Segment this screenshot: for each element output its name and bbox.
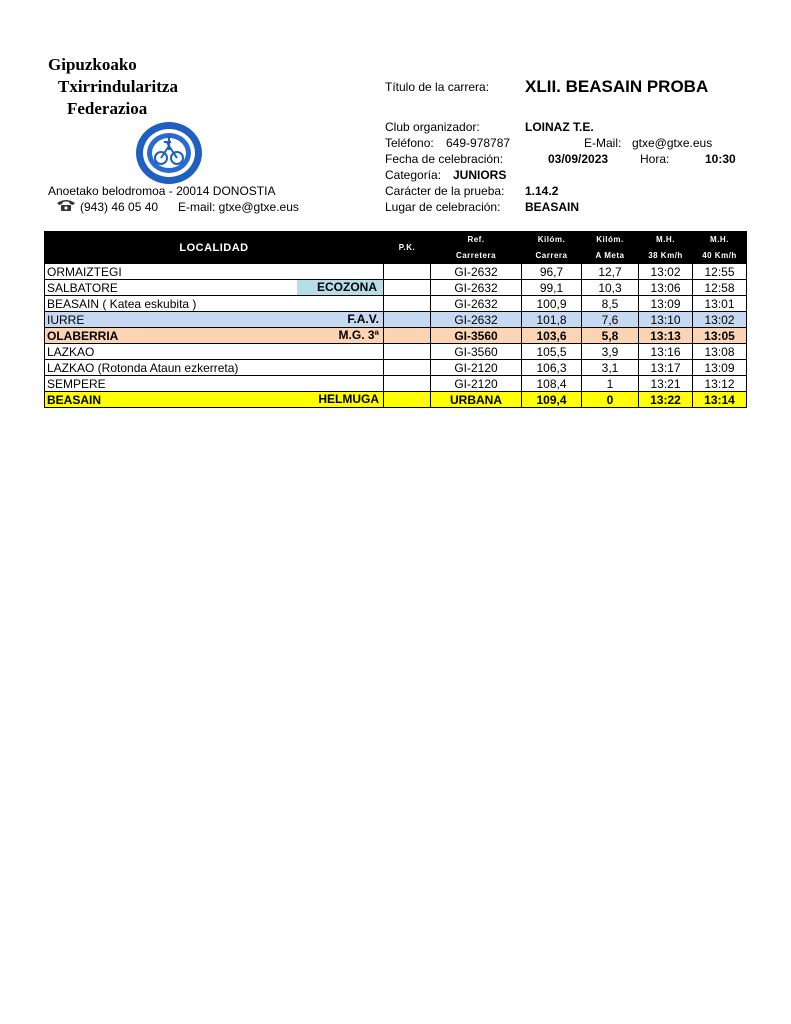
club-value: LOINAZ T.E.	[525, 120, 594, 134]
cell-locality	[45, 312, 384, 328]
header-km-race-1: Kilóm.	[522, 232, 582, 248]
locality-note: ECOZONA	[297, 280, 383, 295]
federation-name-line-1: Gipuzkoako	[48, 55, 137, 74]
category-label: Categoría:	[385, 168, 442, 182]
cell-km-goal: 3,1	[582, 360, 639, 376]
cell-pk	[384, 264, 431, 280]
locality-note: F.A.V.	[347, 312, 379, 326]
race-title: XLII. BEASAIN PROBA	[525, 77, 709, 96]
cell-road: GI-2632	[431, 264, 522, 280]
cell-mh40: 12:55	[693, 264, 747, 280]
cell-road: GI-2632	[431, 296, 522, 312]
character-value: 1.14.2	[525, 184, 559, 198]
cell-pk	[384, 280, 431, 296]
cell-locality	[45, 328, 384, 344]
header-mh40-1: M.H.	[693, 232, 747, 248]
table-row	[45, 360, 747, 376]
cell-km-goal: 0	[582, 392, 639, 408]
character-label: Carácter de la prueba:	[385, 184, 505, 198]
cell-mh40: 13:08	[693, 344, 747, 360]
cell-pk	[384, 392, 431, 408]
cell-mh38: 13:09	[639, 296, 693, 312]
header-ref-1: Ref.	[431, 232, 522, 248]
place-label: Lugar de celebración:	[385, 200, 501, 214]
table-row	[45, 280, 747, 296]
cell-road: GI-2632	[431, 312, 522, 328]
cell-mh38: 13:06	[639, 280, 693, 296]
locality-text: OLABERRIA	[47, 328, 119, 343]
federation-address: Anoetako belodromoa - 20014 DONOSTIA	[48, 184, 276, 198]
time-label: Hora:	[640, 152, 670, 166]
table-row	[45, 312, 747, 328]
header-ref-2: Carretera	[431, 248, 522, 264]
cell-locality	[45, 296, 384, 312]
cell-pk	[384, 344, 431, 360]
email-value: gtxe@gtxe.eus	[632, 136, 713, 150]
cell-mh40: 13:01	[693, 296, 747, 312]
federation-name-line-3: Federazioa	[67, 99, 148, 118]
cell-mh40: 13:14	[693, 392, 747, 408]
header-km-goal-1: Kilóm.	[582, 232, 639, 248]
locality-text: SALBATORE	[47, 280, 118, 295]
place-value: BEASAIN	[525, 200, 580, 214]
header-mh38-1: M.H.	[639, 232, 693, 248]
cell-road: GI-2120	[431, 360, 522, 376]
header-localidad: LOCALIDAD	[45, 232, 384, 264]
locality-text: SEMPERE	[47, 376, 106, 391]
cell-mh40: 13:02	[693, 312, 747, 328]
header-km-goal-2: A Meta	[582, 248, 639, 264]
table-row	[45, 376, 747, 392]
locality-text: LAZKAO (Rotonda Ataun ezkerreta)	[47, 360, 239, 375]
table-row	[45, 328, 747, 344]
locality-note: M.G. 3ª	[338, 328, 379, 342]
locality-text: IURRE	[47, 312, 85, 327]
cell-km-race: 101,8	[522, 312, 582, 328]
cell-mh40: 12:58	[693, 280, 747, 296]
cell-km-goal: 3,9	[582, 344, 639, 360]
federation-name-line-2: Txirrindularitza	[58, 77, 178, 96]
race-title-label: Título de la carrera:	[385, 80, 490, 94]
date-label: Fecha de celebración:	[385, 152, 504, 166]
cell-locality	[45, 344, 384, 360]
club-label: Club organizador:	[385, 120, 480, 134]
cell-km-race: 99,1	[522, 280, 582, 296]
phone-value: 649-978787	[446, 136, 511, 150]
cell-mh38: 13:02	[639, 264, 693, 280]
cell-pk	[384, 376, 431, 392]
cell-km-goal: 8,5	[582, 296, 639, 312]
cell-km-race: 103,6	[522, 328, 582, 344]
header-mh38-2: 38 Km/h	[639, 248, 693, 264]
table-row	[45, 264, 747, 280]
route-table	[44, 231, 747, 408]
cell-km-race: 96,7	[522, 264, 582, 280]
cell-road: URBANA	[431, 392, 522, 408]
header-km-race-2: Carrera	[522, 248, 582, 264]
cell-mh38: 13:13	[639, 328, 693, 344]
cell-pk	[384, 360, 431, 376]
cell-pk	[384, 312, 431, 328]
table-row	[45, 392, 747, 408]
cell-pk	[384, 328, 431, 344]
federation-email: E-mail: gtxe@gtxe.eus	[178, 200, 299, 214]
table-row	[45, 296, 747, 312]
locality-note: HELMUGA	[318, 392, 379, 406]
table-row	[45, 344, 747, 360]
cell-mh38: 13:21	[639, 376, 693, 392]
cell-km-goal: 1	[582, 376, 639, 392]
cell-locality	[45, 392, 384, 408]
category-value: JUNIORS	[453, 168, 507, 182]
locality-text: ORMAIZTEGI	[47, 264, 122, 279]
cell-mh38: 13:22	[639, 392, 693, 408]
cell-km-race: 105,5	[522, 344, 582, 360]
cell-mh38: 13:17	[639, 360, 693, 376]
time-value: 10:30	[705, 152, 736, 166]
cell-mh38: 13:16	[639, 344, 693, 360]
cell-locality	[45, 280, 384, 296]
federation-emblem-icon	[134, 120, 204, 186]
cell-mh38: 13:10	[639, 312, 693, 328]
federation-phone: (943) 46 05 40	[80, 200, 159, 214]
cell-km-goal: 10,3	[582, 280, 639, 296]
cell-km-race: 109,4	[522, 392, 582, 408]
cell-km-race: 108,4	[522, 376, 582, 392]
phone-label: Teléfono:	[385, 136, 434, 150]
cell-mh40: 13:05	[693, 328, 747, 344]
cell-road: GI-2632	[431, 280, 522, 296]
cell-locality	[45, 264, 384, 280]
cell-mh40: 13:09	[693, 360, 747, 376]
email-label: E-Mail:	[584, 136, 622, 150]
header-mh40-2: 40 Km/h	[693, 248, 747, 264]
cell-km-goal: 7,6	[582, 312, 639, 328]
cell-km-race: 106,3	[522, 360, 582, 376]
cell-km-goal: 12,7	[582, 264, 639, 280]
locality-text: BEASAIN	[47, 392, 102, 407]
cell-km-goal: 5,8	[582, 328, 639, 344]
locality-text: BEASAIN ( Katea eskubita )	[47, 296, 197, 311]
locality-text: LAZKAO	[47, 344, 95, 359]
cell-locality	[45, 360, 384, 376]
cell-road: GI-3560	[431, 328, 522, 344]
header-pk: P.K.	[384, 232, 431, 264]
date-value: 03/09/2023	[548, 152, 609, 166]
cell-road: GI-3560	[431, 344, 522, 360]
cell-km-race: 100,9	[522, 296, 582, 312]
cell-mh40: 13:12	[693, 376, 747, 392]
cell-pk	[384, 296, 431, 312]
cell-road: GI-2120	[431, 376, 522, 392]
telephone-icon	[56, 199, 76, 212]
cell-locality	[45, 376, 384, 392]
